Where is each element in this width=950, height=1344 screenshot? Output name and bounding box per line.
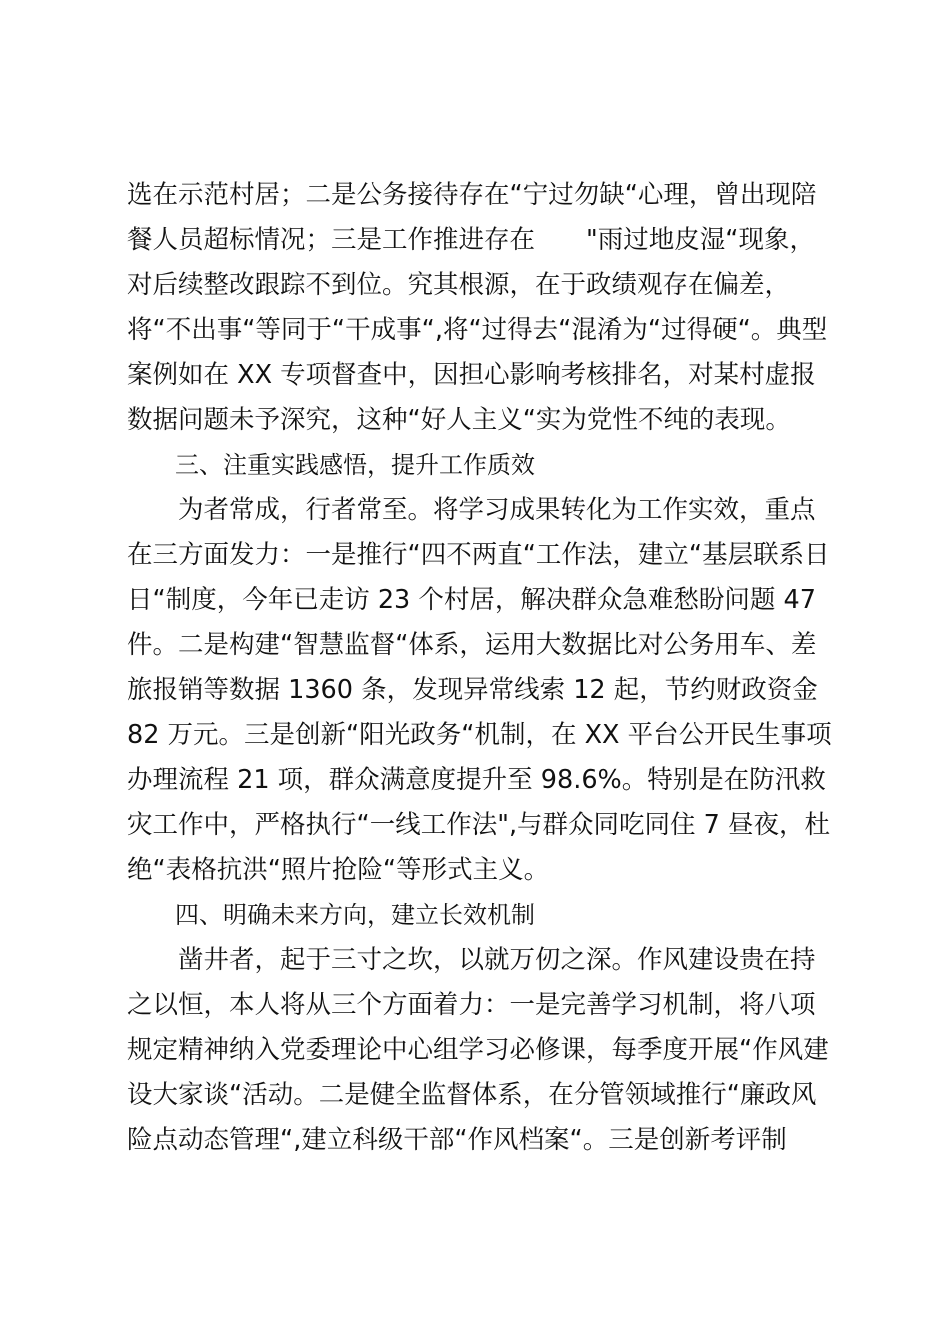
text-line: 绝“表格抗洪“照片抢险“等形式主义。 <box>127 855 550 885</box>
text-line: 旅报销等数据 1360 条，发现异常线索 12 起，节约财政资金 <box>127 675 818 705</box>
text-line: 为者常成，行者常至。将学习成果转化为工作实效，重点 <box>127 495 816 525</box>
text-line: 灾工作中，严格执行“一线工作法",与群众同吃同住 7 昼夜，杜 <box>127 810 830 840</box>
text-line: 日“制度，今年已走访 23 个村居，解决群众急难愁盼问题 47 <box>127 585 816 615</box>
text-line: 对后续整改跟踪不到位。究其根源，在于政绩观存在偏差， <box>127 270 791 300</box>
text-line: 数据问题未予深究，这种“好人主义“实为党性不纯的表现。 <box>127 405 791 435</box>
text-line: 设大家谈“活动。二是健全监督体系，在分管领域推行“廉政风 <box>127 1080 817 1110</box>
text-line: 在三方面发力：一是推行“四不两直“工作法，建立“基层联系日 <box>127 540 830 570</box>
section-heading-4: 四、明确未来方向，建立长效机制 <box>127 901 535 929</box>
text-line: 餐人员超标情况；三是工作推进存在 "雨过地皮湿“现象， <box>127 225 815 255</box>
text-line: 将“不出事“等同于“干成事“,将“过得去“混淆为“过得硬“。典型 <box>127 315 828 345</box>
text-line: 案例如在 XX 专项督查中，因担心影响考核排名，对某村虚报 <box>127 360 816 390</box>
text-line: 选在示范村居；二是公务接待存在“宁过勿缺“心理，曾出现陪 <box>127 180 817 210</box>
section-heading-3: 三、注重实践感悟，提升工作质效 <box>127 451 535 479</box>
text-line: 险点动态管理“,建立科级干部“作风档案“。三是创新考评制 <box>127 1125 787 1155</box>
text-line: 之以恒，本人将从三个方面着力：一是完善学习机制，将八项 <box>127 990 816 1020</box>
text-line: 82 万元。三是创新“阳光政务“机制，在 XX 平台公开民生事项 <box>127 720 832 750</box>
text-line: 规定精神纳入党委理论中心组学习必修课，每季度开展“作风建 <box>127 1035 829 1065</box>
text-line: 件。二是构建“智慧监督“体系，运用大数据比对公务用车、差 <box>127 630 817 660</box>
text-line: 凿井者，起于三寸之坎，以就万仞之深。作风建设贵在持 <box>127 945 816 975</box>
text-line: 办理流程 21 项，群众满意度提升至 98.6%。特别是在防汛救 <box>127 765 826 795</box>
